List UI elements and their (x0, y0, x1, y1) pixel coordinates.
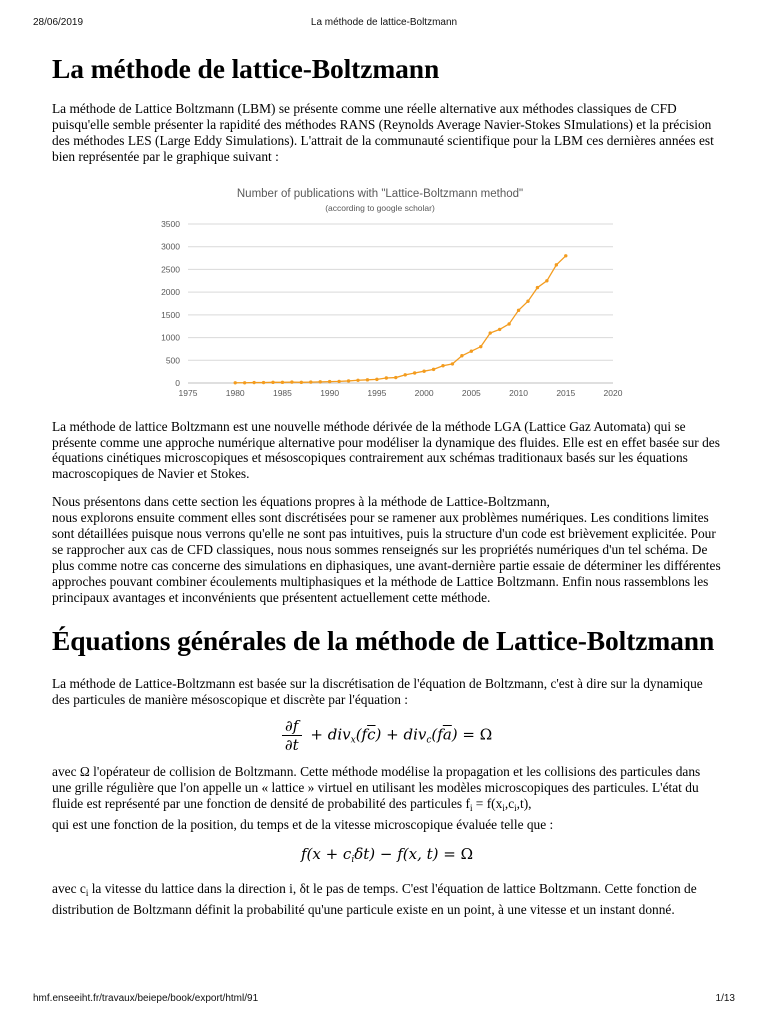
data-point (507, 322, 510, 325)
data-point (281, 380, 284, 383)
data-point (271, 380, 274, 383)
data-point (432, 367, 435, 370)
print-title: La méthode de lattice-Boltzmann (310, 17, 458, 28)
intro-paragraph: La méthode de Lattice Boltzmann (LBM) se présente comme une réelle alternative aux méthodes classiques de CFD puisqu'elle semble présenter la rapidité des méthodes RANS (Reynolds Average Navier-Stokes SImulations) et la précision des méthodes LES (Large Eddy Simulations). L'attrait de la communauté scientifique pour la LBM ces dernières années est bien représentée par le graphique suivant : (52, 101, 714, 164)
y-tick-label: 2500 (161, 264, 180, 275)
data-point (498, 327, 501, 330)
data-point (328, 380, 331, 383)
data-point (375, 377, 378, 380)
print-header (33, 17, 735, 31)
data-point (545, 279, 548, 282)
x-tick-label: 2005 (461, 387, 481, 398)
article-body (52, 52, 722, 918)
y-tick-label: 3500 (161, 218, 180, 229)
chart-title: Number of publications with "Lattice-Boltzmann method" (236, 187, 524, 200)
data-point (517, 308, 520, 311)
print-date: 28/06/2019 (33, 17, 84, 28)
data-point (460, 354, 463, 357)
data-point (526, 299, 529, 302)
y-tick-label: 2000 (161, 286, 180, 297)
data-point (394, 375, 397, 378)
chart-svg (148, 187, 623, 405)
page-title: La méthode de lattice-Boltzmann (52, 53, 440, 84)
y-tick-label: 0 (175, 377, 180, 388)
data-point (290, 380, 293, 383)
y-tick-label: 500 (165, 354, 180, 365)
y-tick-label: 1500 (161, 309, 180, 320)
data-point (347, 379, 350, 382)
data-point (489, 331, 492, 334)
paragraph-collision: avec Ω l'opérateur de collision de Boltzmann. Cette méthode modélise la propagation et les collisions des particules dans une grille régulière que l'on appelle un « lattice » virtuel en utilisant les modèles microscopiques des particules. L'état du fluide est représenté par une fonction de densité de probabilité des particules $f_i = f(x_i,c_i,t)$, qui est une fonction de la position, du temps et de la vitesse microscopique évaluée telle que : (52, 764, 701, 833)
x-tick-label: 1985 (272, 387, 292, 398)
publications-chart (148, 187, 623, 405)
x-tick-label: 2010 (509, 387, 529, 398)
data-point (479, 345, 482, 348)
data-point (366, 378, 369, 381)
print-footer (33, 993, 735, 1007)
print-url: hmf.enseeiht.fr/travaux/beiepe/book/export/html/91 (33, 993, 259, 1004)
x-tick-label: 2015 (556, 387, 576, 398)
data-point (234, 381, 237, 384)
data-point (555, 263, 558, 266)
boltzmann-equation: $\frac{\partial f}{\partial t}$ + $div_x(f\overline{c}) + div_c(f\overline{a}) = \Omega$ (52, 717, 722, 754)
paragraph-discretisation: La méthode de Lattice-Boltzmann est basée sur la discrétisation de l'équation de Boltzmann, c'est à dire sur la dynamique des particules de manière mésoscopique et discrète par l'équation : (52, 675, 703, 707)
x-tick-label: 1995 (367, 387, 387, 398)
y-tick-label: 1000 (161, 332, 180, 343)
x-tick-label: 2000 (414, 387, 434, 398)
data-point (300, 380, 303, 383)
data-point (252, 380, 255, 383)
data-point (536, 286, 539, 289)
data-point (337, 379, 340, 382)
x-tick-label: 1975 (178, 387, 198, 398)
paragraph-overview-lead: Nous présentons dans cette section les équations propres à la méthode de Lattice-Boltzmann, (52, 494, 550, 510)
data-point (422, 369, 425, 372)
x-tick-label: 2020 (603, 387, 623, 398)
section-heading: Équations générales de la méthode de Lattice-Boltzmann (52, 624, 715, 656)
x-tick-label: 1990 (320, 387, 340, 398)
data-point (470, 349, 473, 352)
series-line (235, 255, 566, 382)
data-point (404, 373, 407, 376)
data-point (356, 378, 359, 381)
y-tick-label: 3000 (161, 241, 180, 252)
data-point (451, 362, 454, 365)
page-number: 1/13 (715, 993, 735, 1004)
data-point (243, 381, 246, 384)
data-point (564, 254, 567, 257)
data-point (441, 364, 444, 367)
paragraph-lattice-velocity: avec $c_i$ la vitesse du lattice dans la direction i, δt le pas de temps. C'est l'équation de lattice Boltzmann. Cette fonction de distribution de Boltzmann définit la probabilité qu'une particule existe en un point, à une vitesse et un instant donné. (52, 881, 697, 917)
paragraph-lga: La méthode de lattice Boltzmann est une nouvelle méthode dérivée de la méthode LGA (Lattice Gaz Automata) qui se présente comme une approche numérique alternative pour modéliser la dynamique des fluides. Elle est en effet basée sur des équations cinétiques microscopiques et mésoscopiques contrairement aux schémas traditionaux basés sur les équations macroscopiques de Navier et Stokes. (52, 418, 720, 482)
data-point (309, 380, 312, 383)
chart-subtitle: (according to google scholar) (325, 202, 435, 213)
data-point (319, 380, 322, 383)
data-point (385, 376, 388, 379)
lattice-boltzmann-equation: $f(x + c_i\delta t) - f(x$, t) = Ω (300, 845, 474, 866)
paragraph-overview: nous explorons ensuite comment elles sont discrétisées pour se ramener aux problèmes numériques. Les conditions limites sont détaillées puisque nous verrons qu'elle ne sont pas intuitives, puis la structure d'un code est brièvement explicitée. Pour se rapprocher aux cas de CFD classiques, nous nous sommes renseignés sur les propriétés numériques d'un tel schéma. De plus comme notre cas concerne des simulations en diphasiques, une avant-dernière partie essaie de déterminer les différentes approches pouvant combiner écoulements multiphasiques et la méthode de Lattice Boltzmann. Enfin nous rassemblons les principaux avantages et inconvénients que présentent actuellement cette méthode. (52, 510, 721, 605)
data-point (413, 371, 416, 374)
x-tick-label: 1980 (225, 387, 245, 398)
data-point (262, 380, 265, 383)
